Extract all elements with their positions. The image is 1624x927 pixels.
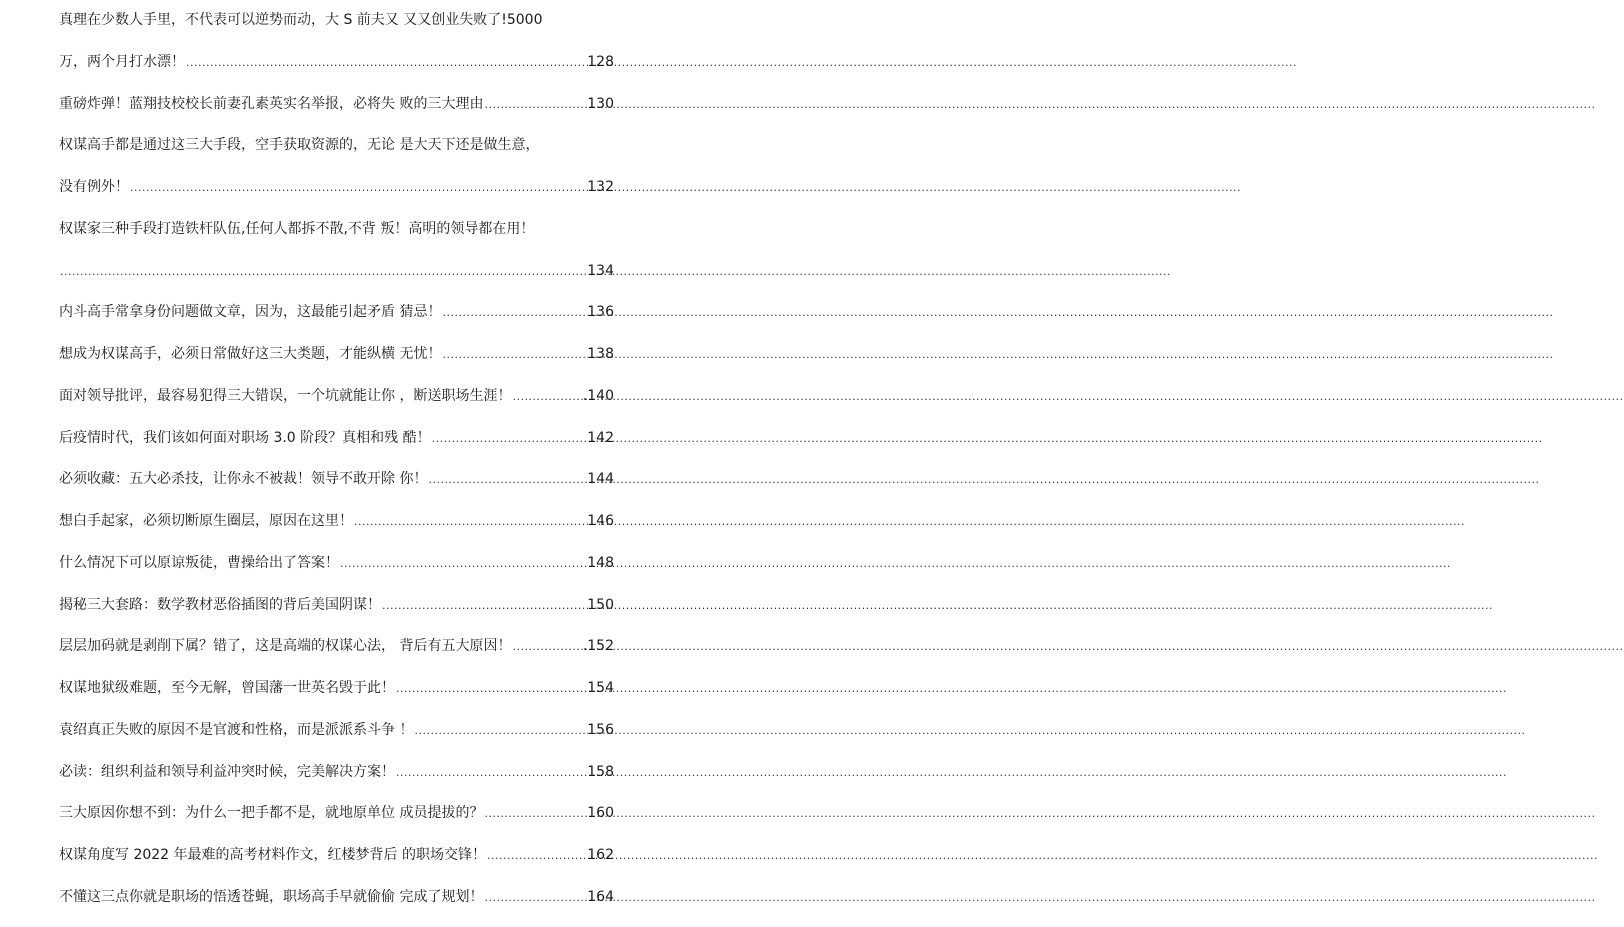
toc-page-number: 154 xyxy=(587,680,614,696)
toc-entry-title: 后疫情时代，我们该如何面对职场 3.0 阶段？真相和残 酷！ xyxy=(59,429,431,446)
dot-leader xyxy=(396,668,586,710)
table-of-contents xyxy=(59,0,614,919)
dot-leader xyxy=(396,752,586,794)
toc-page-number: .140 xyxy=(582,387,614,404)
toc-entry-title: 万，两个月打水漂！ xyxy=(59,53,185,70)
toc-page-number: 158 xyxy=(587,763,614,780)
toc-entry-title: 权谋高手都是通过这三大手段，空手获取资源的，无论 是大天下还是做生意， xyxy=(59,137,540,154)
toc-entry-title: 没有例外！ xyxy=(59,179,129,195)
toc-entry xyxy=(59,668,614,710)
toc-entry xyxy=(59,334,614,376)
dot-leader xyxy=(354,501,586,543)
toc-entry-title: 必读：组织利益和领导利益冲突时候，完美解决方案！ xyxy=(59,763,395,780)
toc-entry xyxy=(59,292,614,334)
toc-entry-title: 权谋角度写 2022 年最难的高考材料作文，红楼梦背后 的职场交锋！ xyxy=(59,847,486,863)
toc-entry-title: 什么情况下可以原谅叛徒，曹操给出了答案！ xyxy=(59,554,339,571)
toc-entry-title: 权谋地狱级难题，至今无解，曾国藩一世英名毁于此！ xyxy=(59,680,395,696)
toc-page-number: 142 xyxy=(587,429,614,446)
toc-entry xyxy=(59,585,614,627)
dot-leader xyxy=(512,626,581,668)
dot-leader xyxy=(512,376,581,418)
dot-leader xyxy=(487,835,586,877)
toc-entry xyxy=(59,167,614,209)
toc-entry xyxy=(59,459,614,501)
dot-leader xyxy=(442,292,586,334)
toc-entry-title: 面对领导批评，最容易犯得三大错误，一个坑就能让你 ，断送职场生涯！ xyxy=(59,387,512,404)
toc-entry-title: 真理在少数人手里，不代表可以逆势而动，大 S 前夫又 又又创业失败了!5000 xyxy=(59,12,543,28)
toc-page-number: 134 xyxy=(587,262,614,279)
dot-leader xyxy=(432,418,587,460)
dot-leader xyxy=(60,251,586,293)
toc-entry xyxy=(59,877,614,919)
toc-entry xyxy=(59,418,614,460)
dot-leader xyxy=(484,84,586,126)
toc-entry xyxy=(59,543,614,585)
toc-page-number: 136 xyxy=(587,304,614,321)
toc-entry xyxy=(59,0,614,42)
toc-page-number: 128 xyxy=(587,53,614,70)
toc-entry xyxy=(59,793,614,835)
toc-entry xyxy=(59,835,614,877)
dot-leader xyxy=(442,334,586,376)
toc-entry-title: 想白手起家，必须切断原生圈层，原因在这里！ xyxy=(59,513,353,529)
toc-page-number: 150 xyxy=(587,596,614,613)
toc-entry-title: 不懂这三点你就是职场的悟透苍蝇，职场高手早就偷偷 完成了规划！ xyxy=(59,888,484,905)
dot-leader xyxy=(340,543,586,585)
toc-entry-title: 必须收藏：五大必杀技，让你永不被裁！领导不敢开除 你！ xyxy=(59,471,428,488)
toc-entry-title: 想成为权谋高手，必须日常做好这三大类题，才能纵横 无忧！ xyxy=(59,346,442,362)
toc-entry xyxy=(59,626,614,668)
dot-leader xyxy=(484,793,586,835)
toc-entry xyxy=(59,209,614,251)
toc-entry xyxy=(59,376,614,418)
dot-leader xyxy=(186,42,586,84)
toc-entry-title: 层层加码就是剥削下属？错了，这是高端的权谋心法， 背后有五大原因！ xyxy=(59,638,512,655)
toc-entry-title: 重磅炸弹！蓝翔技校校长前妻孔素英实名举报，必将失 败的三大理由 xyxy=(59,95,484,112)
toc-page-number: 132 xyxy=(587,179,614,195)
dot-leader xyxy=(428,459,586,501)
dot-leader xyxy=(414,710,586,752)
dot-leader xyxy=(382,585,586,627)
toc-entry-title: 内斗高手常拿身份问题做文章，因为，这最能引起矛盾 猜忌！ xyxy=(59,304,442,321)
toc-page-number: .152 xyxy=(582,638,614,655)
dot-leader xyxy=(484,877,586,919)
toc-page-number: 130 xyxy=(587,95,614,112)
toc-page-number: 138 xyxy=(587,346,614,362)
dot-leader xyxy=(130,167,586,209)
toc-entry xyxy=(59,752,614,794)
toc-entry xyxy=(59,251,614,293)
toc-entry-title: 权谋家三种手段打造铁杆队伍,任何人都拆不散,不背 叛！高明的领导都在用！ xyxy=(59,220,535,237)
toc-entry-title: 揭秘三大套路：数学教材恶俗插图的背后美国阴谋！ xyxy=(59,596,381,613)
toc-page-number: 160 xyxy=(587,805,614,822)
toc-page-number: 146 xyxy=(587,513,614,529)
toc-entry-title: 袁绍真正失败的原因不是官渡和性格，而是派派系斗争 ！ xyxy=(59,721,414,738)
toc-page-number: 148 xyxy=(587,554,614,571)
toc-entry xyxy=(59,125,614,167)
toc-page-number: 156 xyxy=(587,721,614,738)
toc-entry xyxy=(59,84,614,126)
toc-entry xyxy=(59,501,614,543)
toc-page-number: 164 xyxy=(587,888,614,905)
toc-entry xyxy=(59,42,614,84)
toc-entry xyxy=(59,710,614,752)
toc-entry-title: 三大原因你想不到：为什么一把手都不是，就地原单位 成员提拔的？ xyxy=(59,805,484,822)
toc-page-number: 162 xyxy=(587,847,614,863)
toc-page-number: 144 xyxy=(587,471,614,488)
